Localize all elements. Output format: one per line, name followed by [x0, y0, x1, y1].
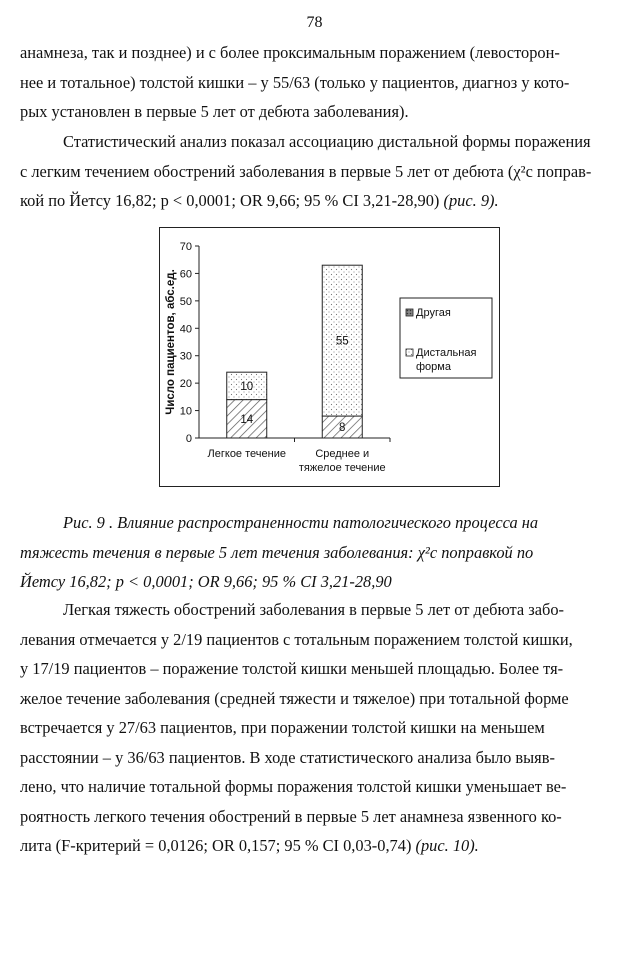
text-line [20, 831, 612, 861]
text-line: нее и тотальное) толстой кишки – у 55/63 (только у пациентов, диагноз у кото- [20, 72, 570, 92]
text-line: Легкая тяжесть обострений заболевания в первые 5 лет от дебюта забо- [63, 600, 564, 619]
text-line: лено, что наличие тотальной формы поражения толстой кишки уменьшает ве- [20, 777, 567, 796]
paragraph-1 [20, 38, 612, 127]
paragraph-2 [20, 127, 612, 216]
chart-legend [400, 298, 492, 378]
page-number: 78 [306, 14, 323, 31]
figure-caption [20, 508, 612, 597]
text-line: расстоянии – у 36/63 пациентов. В ходе статистического анализа было выяв- [20, 747, 555, 767]
y-tick-label: 0 [185, 433, 192, 445]
figure-reference: (рис. 9). [443, 191, 499, 210]
figure-reference: (рис. 10). [415, 836, 479, 855]
legend-swatch [406, 309, 413, 316]
caption-line: Йетсу 16,82; p < 0,0001; OR 9,66; 95 % CI 3,21-28,90 [20, 572, 392, 591]
text-line-main: лита (F-критерий = 0,0126; OR 0,157; 95 % CI 0,03-0,74) [20, 836, 412, 855]
text-line: роятность легкого течения обострений в первые 5 лет анамнеза язвенного ко- [20, 806, 562, 826]
data-label: 55 [335, 335, 349, 348]
y-tick-label: 50 [179, 295, 192, 308]
text-line: желое течение заболевания (средней тяжести и тяжелое) при тотальной форме [20, 688, 569, 708]
text-line: левания отмечается у 2/19 пациентов с тотальным поражением толстой кишки, [20, 629, 573, 649]
y-tick-label: 60 [179, 268, 192, 281]
text-line: Статистический анализ показал ассоциацию дистальной формы поражения [63, 132, 591, 151]
text-line: рых установлен в первые 5 лет от дебюта заболевания). [20, 102, 409, 121]
data-label: 14 [240, 413, 254, 426]
data-label: 8 [339, 422, 346, 435]
y-tick-label: 30 [179, 350, 192, 363]
stacked-bar-chart [160, 228, 499, 486]
text-line: с легким течением обострений заболевания в первые 5 лет от дебюта (χ²c поправ- [20, 161, 592, 181]
text-line [20, 186, 612, 216]
legend-label: Дистальная [416, 347, 477, 359]
x-tick-label: Легкое течение [207, 448, 286, 460]
legend-label: Другая [416, 307, 451, 319]
paragraph-3 [20, 595, 612, 861]
y-tick-label: 20 [179, 378, 192, 391]
text-line-main: кой по Йетсу 16,82; p < 0,0001; OR 9,66; 95 % CI 3,21-28,90) [20, 191, 440, 210]
caption-line: тяжесть течения в первые 5 лет течения заболевания: χ²c поправкой по [20, 542, 534, 562]
figure-9-chart [159, 227, 500, 487]
x-tick-label: тяжелое течение [298, 462, 386, 474]
legend-label: форма [416, 361, 451, 373]
text-line: у 17/19 пациентов – поражение толстой кишки меньшей площадью. Более тя- [20, 659, 564, 678]
y-tick-label: 70 [179, 241, 192, 253]
text-line: анамнеза, так и позднее) и с более проксимальным поражением (левосторон- [20, 43, 560, 62]
caption-line: Рис. 9 . Влияние распространенности патологического процесса на [63, 513, 539, 532]
y-tick-label: 10 [179, 405, 192, 418]
data-label: 10 [240, 380, 254, 393]
y-tick-label: 40 [179, 323, 192, 336]
text-line: встречается у 27/63 пациентов, при поражении толстой кишки на меньшем [20, 718, 545, 737]
y-axis-label: Число пациентов, абс.ед. [165, 269, 177, 415]
x-tick-label: Среднее и [315, 448, 370, 460]
legend-swatch [406, 349, 413, 356]
